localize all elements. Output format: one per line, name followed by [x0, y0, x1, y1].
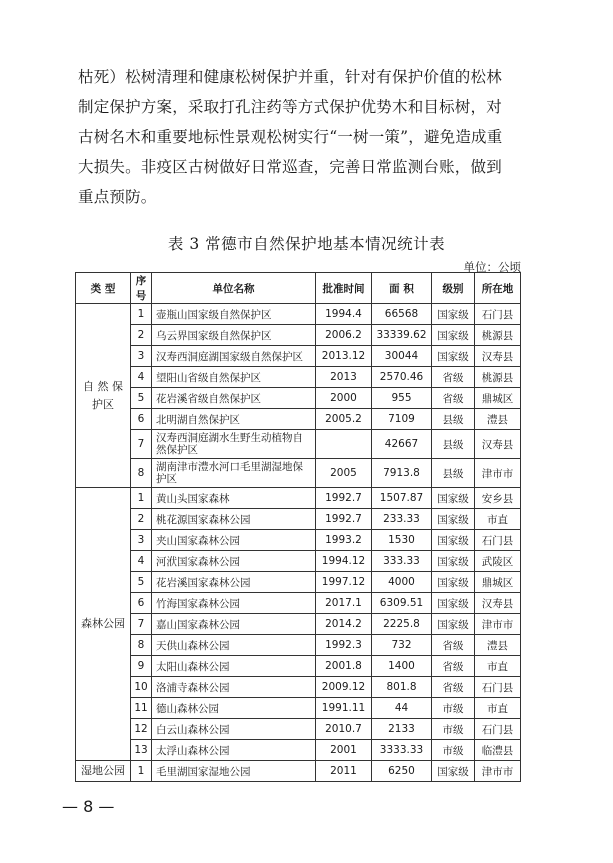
- header-date: 批准时间: [316, 273, 372, 304]
- type-cell: 森林公园: [76, 488, 131, 761]
- page-number: — 8 —: [62, 797, 115, 816]
- location-cell: 津市市: [475, 459, 521, 488]
- level-cell: 国家级: [432, 304, 475, 325]
- date-cell: 2005.2: [316, 409, 372, 430]
- date-cell: 1991.11: [316, 698, 372, 719]
- date-cell: 1992.3: [316, 635, 372, 656]
- no-cell: 1: [131, 304, 152, 325]
- location-cell: 澧县: [475, 409, 521, 430]
- level-cell: 国家级: [432, 346, 475, 367]
- table-row: [76, 572, 521, 593]
- date-cell: 2001.8: [316, 656, 372, 677]
- name-cell: 望阳山省级自然保护区: [152, 367, 316, 388]
- location-cell: 石门县: [475, 304, 521, 325]
- location-cell: 安乡县: [475, 488, 521, 509]
- area-cell: 7109: [372, 409, 432, 430]
- no-cell: 10: [131, 677, 152, 698]
- name-cell: 毛里湖国家湿地公园: [152, 761, 316, 782]
- date-cell: 2011: [316, 761, 372, 782]
- area-cell: 955: [372, 388, 432, 409]
- name-cell: 北明湖自然保护区: [152, 409, 316, 430]
- location-cell: 市直: [475, 698, 521, 719]
- name-cell: 河洑国家森林公园: [152, 551, 316, 572]
- name-cell: 黄山头国家森林: [152, 488, 316, 509]
- level-cell: 国家级: [432, 614, 475, 635]
- area-cell: 233.33: [372, 509, 432, 530]
- date-cell: 2005: [316, 459, 372, 488]
- header-area: 面 积: [372, 273, 432, 304]
- level-cell: 县级: [432, 430, 475, 459]
- no-cell: 3: [131, 346, 152, 367]
- location-cell: 临澧县: [475, 740, 521, 761]
- paragraph-line: 枯死）松树清理和健康松树保护并重，针对有保护价值的松林: [78, 68, 502, 86]
- paragraph-line: 重点预防。: [78, 188, 157, 206]
- no-cell: 7: [131, 430, 152, 459]
- table-row: [76, 430, 521, 459]
- level-cell: 国家级: [432, 761, 475, 782]
- location-cell: 桃源县: [475, 367, 521, 388]
- area-cell: 66568: [372, 304, 432, 325]
- location-cell: 市直: [475, 509, 521, 530]
- no-cell: 4: [131, 551, 152, 572]
- no-cell: 9: [131, 656, 152, 677]
- no-cell: 2: [131, 325, 152, 346]
- location-cell: 津市市: [475, 614, 521, 635]
- table-row: [76, 509, 521, 530]
- area-cell: 732: [372, 635, 432, 656]
- location-cell: 津市市: [475, 761, 521, 782]
- paragraph-line: 古树名木和重要地标性景观松树实行“一树一策”，避免造成重: [78, 128, 503, 146]
- date-cell: 1997.12: [316, 572, 372, 593]
- table-row: [76, 409, 521, 430]
- area-cell: 333.33: [372, 551, 432, 572]
- no-cell: 1: [131, 488, 152, 509]
- paragraph-line: 制定保护方案，采取打孔注药等方式保护优势木和目标树，对: [78, 98, 502, 116]
- name-cell: 湖南津市澧水河口毛里湖湿地保护区: [152, 459, 316, 488]
- name-cell: 桃花源国家森林公园: [152, 509, 316, 530]
- area-cell: 2133: [372, 719, 432, 740]
- level-cell: 省级: [432, 656, 475, 677]
- name-cell: 竹海国家森林公园: [152, 593, 316, 614]
- table-row: [76, 656, 521, 677]
- no-cell: 11: [131, 698, 152, 719]
- table-row: [76, 614, 521, 635]
- level-cell: 市级: [432, 698, 475, 719]
- table-row: [76, 388, 521, 409]
- date-cell: 2017.1: [316, 593, 372, 614]
- name-cell: 夹山国家森林公园: [152, 530, 316, 551]
- name-cell: 太浮山森林公园: [152, 740, 316, 761]
- name-cell: 壶瓶山国家级自然保护区: [152, 304, 316, 325]
- area-cell: 1400: [372, 656, 432, 677]
- table-row: [76, 530, 521, 551]
- level-cell: 国家级: [432, 488, 475, 509]
- level-cell: 国家级: [432, 530, 475, 551]
- date-cell: [316, 430, 372, 459]
- table-row: [76, 459, 521, 488]
- level-cell: 国家级: [432, 551, 475, 572]
- date-cell: 1993.2: [316, 530, 372, 551]
- name-cell: 花岩溪国家森林公园: [152, 572, 316, 593]
- type-cell: 湿地公园: [76, 761, 131, 782]
- date-cell: 2010.7: [316, 719, 372, 740]
- table-row: [76, 635, 521, 656]
- area-cell: 2570.46: [372, 367, 432, 388]
- location-cell: 汉寿县: [475, 593, 521, 614]
- no-cell: 6: [131, 409, 152, 430]
- table-header-row: [76, 273, 521, 304]
- no-cell: 8: [131, 635, 152, 656]
- no-cell: 13: [131, 740, 152, 761]
- date-cell: 2000: [316, 388, 372, 409]
- no-cell: 8: [131, 459, 152, 488]
- area-cell: 44: [372, 698, 432, 719]
- date-cell: 2013.12: [316, 346, 372, 367]
- level-cell: 市级: [432, 719, 475, 740]
- location-cell: 石门县: [475, 677, 521, 698]
- level-cell: 省级: [432, 635, 475, 656]
- protected-areas-table: [75, 272, 521, 782]
- location-cell: 汉寿县: [475, 430, 521, 459]
- name-cell: 洛浦寺森林公园: [152, 677, 316, 698]
- header-location: 所在地: [475, 273, 521, 304]
- table-row: [76, 367, 521, 388]
- area-cell: 4000: [372, 572, 432, 593]
- no-cell: 5: [131, 572, 152, 593]
- no-cell: 5: [131, 388, 152, 409]
- name-cell: 汉寿西洞庭湖国家级自然保护区: [152, 346, 316, 367]
- table-row: [76, 551, 521, 572]
- level-cell: 国家级: [432, 593, 475, 614]
- location-cell: 澧县: [475, 635, 521, 656]
- location-cell: 市直: [475, 656, 521, 677]
- name-cell: 天供山森林公园: [152, 635, 316, 656]
- no-cell: 2: [131, 509, 152, 530]
- name-cell: 汉寿西洞庭湖水生野生动植物自然保护区: [152, 430, 316, 459]
- level-cell: 省级: [432, 388, 475, 409]
- no-cell: 7: [131, 614, 152, 635]
- location-cell: 石门县: [475, 719, 521, 740]
- table-row: [76, 677, 521, 698]
- date-cell: 2009.12: [316, 677, 372, 698]
- table-row: [76, 593, 521, 614]
- table-row: [76, 719, 521, 740]
- area-cell: 2225.8: [372, 614, 432, 635]
- table-caption: 表 3 常德市自然保护地基本情况统计表: [167, 235, 446, 253]
- name-cell: 花岩溪省级自然保护区: [152, 388, 316, 409]
- area-cell: 6250: [372, 761, 432, 782]
- location-cell: 桃源县: [475, 325, 521, 346]
- level-cell: 县级: [432, 459, 475, 488]
- table-row: [76, 488, 521, 509]
- level-cell: 省级: [432, 677, 475, 698]
- table-row: [76, 304, 521, 325]
- location-cell: 鼎城区: [475, 388, 521, 409]
- date-cell: 1992.7: [316, 488, 372, 509]
- name-cell: 嘉山国家森林公园: [152, 614, 316, 635]
- level-cell: 国家级: [432, 572, 475, 593]
- paragraph-line: 大损失。非疫区古树做好日常巡查，完善日常监测台账，做到: [78, 158, 502, 176]
- date-cell: 2013: [316, 367, 372, 388]
- level-cell: 市级: [432, 740, 475, 761]
- area-cell: 30044: [372, 346, 432, 367]
- name-cell: 德山森林公园: [152, 698, 316, 719]
- no-cell: 6: [131, 593, 152, 614]
- name-cell: 太阳山森林公园: [152, 656, 316, 677]
- area-cell: 7913.8: [372, 459, 432, 488]
- level-cell: 省级: [432, 367, 475, 388]
- table-row: [76, 346, 521, 367]
- header-type: 类 型: [76, 273, 131, 304]
- date-cell: 2014.2: [316, 614, 372, 635]
- date-cell: 2006.2: [316, 325, 372, 346]
- level-cell: 国家级: [432, 325, 475, 346]
- name-cell: 乌云界国家级自然保护区: [152, 325, 316, 346]
- area-cell: 801.8: [372, 677, 432, 698]
- area-cell: 1530: [372, 530, 432, 551]
- level-cell: 县级: [432, 409, 475, 430]
- header-no: 序号: [131, 273, 152, 304]
- table-row: [76, 740, 521, 761]
- body-paragraph: [78, 62, 530, 212]
- area-cell: 3333.33: [372, 740, 432, 761]
- location-cell: 武陵区: [475, 551, 521, 572]
- date-cell: 1994.4: [316, 304, 372, 325]
- no-cell: 3: [131, 530, 152, 551]
- area-cell: 33339.62: [372, 325, 432, 346]
- type-cell: 自 然 保护区: [76, 304, 131, 488]
- date-cell: 2001: [316, 740, 372, 761]
- no-cell: 1: [131, 761, 152, 782]
- table-row: [76, 698, 521, 719]
- name-cell: 白云山森林公园: [152, 719, 316, 740]
- table-unit: 单位：公顷: [463, 260, 521, 274]
- location-cell: 石门县: [475, 530, 521, 551]
- header-level: 级别: [432, 273, 475, 304]
- date-cell: 1992.7: [316, 509, 372, 530]
- table-row: [76, 761, 521, 782]
- no-cell: 12: [131, 719, 152, 740]
- level-cell: 国家级: [432, 509, 475, 530]
- no-cell: 4: [131, 367, 152, 388]
- area-cell: 6309.51: [372, 593, 432, 614]
- header-name: 单位名称: [152, 273, 316, 304]
- date-cell: 1994.12: [316, 551, 372, 572]
- location-cell: 汉寿县: [475, 346, 521, 367]
- table-row: [76, 325, 521, 346]
- location-cell: 鼎城区: [475, 572, 521, 593]
- area-cell: 1507.87: [372, 488, 432, 509]
- area-cell: 42667: [372, 430, 432, 459]
